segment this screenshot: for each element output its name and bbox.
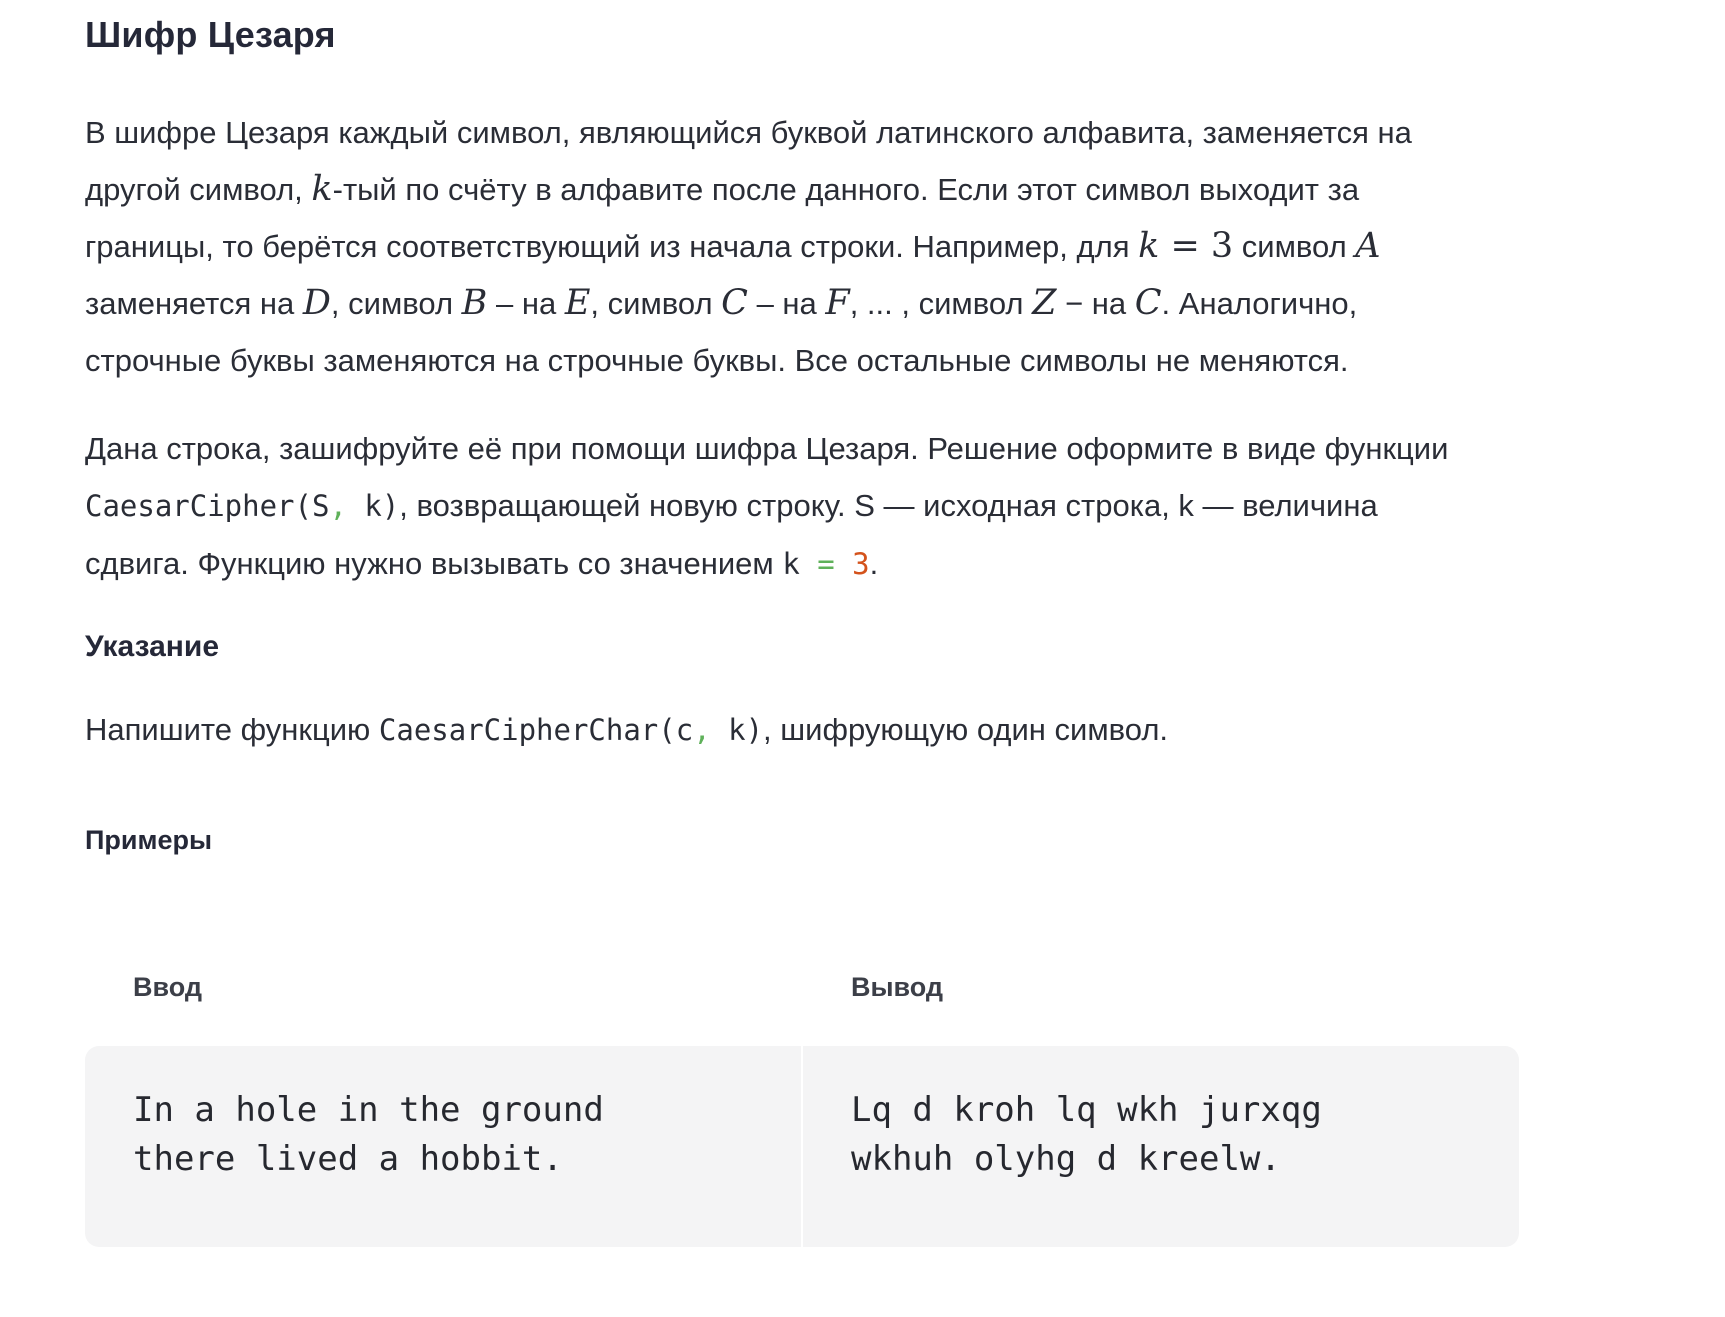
example-output[interactable]: Lq d kroh lq wkh jurxqg wkhuh olyhg d kreelw. [851,1090,1322,1179]
text-segment: другой символ, [85,172,312,207]
inline-code-k-equals-3 [782,547,869,581]
math-letter-C: C [721,283,748,323]
column-divider [801,1046,803,1247]
hint-title: Указание [85,630,220,663]
text-segment: заменяется на [85,286,303,321]
description-paragraph [85,104,1545,389]
description-line-1: В шифре Цезаря каждый символ, являющийся буквой латинского алфавита, заменяется на [85,115,1412,150]
math-k: k [311,169,333,209]
code-segment: CaesarCipher(S [85,489,330,523]
code-segment: k [782,547,818,581]
hint-line [85,701,1545,759]
code-number: 3 [834,547,870,581]
text-segment: , символ [330,286,462,321]
math-letter-C: C [1134,283,1162,323]
text-segment: сдвига. Функцию нужно вызывать со значением [85,546,783,581]
task-paragraph [85,420,1545,593]
math-letter-B: B [461,283,488,323]
code-segment: CaesarCipherChar(c [378,713,694,747]
math-letter-E: E [564,283,591,323]
description-line-5: строчные буквы заменяются на строчные буквы. Все остальные символы не меняются. [85,343,1349,378]
code-equals: = [817,547,835,581]
task-line-2 [85,477,1545,535]
task-line-1: Дана строка, зашифруйте её при помощи шифра Цезаря. Решение оформите в виде функции [85,431,1449,466]
text-segment: -тый по счёту в алфавите после данного. Если этот символ выходит за [332,172,1360,207]
text-segment: . [869,546,879,581]
text-segment: , ... , символ [849,286,1033,321]
description-line-4 [85,275,1545,332]
description-line-2 [85,161,1545,218]
code-segment: k) [346,489,400,523]
inline-code-caesar-cipher [85,489,399,523]
math-letter-D: D [302,283,331,323]
code-comma: , [693,713,711,747]
text-segment: границы, то берётся соответствующий из начала строки. Например, для [85,229,1139,264]
page-title: Шифр Цезаря [85,14,336,55]
text-segment: , шифрующую один символ. [763,712,1169,747]
text-segment: – на [747,286,826,321]
math-equals-3: = 3 [1159,226,1234,266]
code-segment: k) [710,713,764,747]
examples-title: Примеры [85,825,213,855]
math-k: k [1138,226,1160,266]
input-column-header: Ввод [133,972,203,1002]
text-segment: − на [1056,286,1135,321]
code-comma: , [329,489,347,523]
text-segment: , возвращающей новую строку. S — исходная строка, k — величина [399,488,1378,523]
text-segment: символ [1233,229,1356,264]
task-line-3 [85,535,1545,593]
math-letter-A: A [1355,226,1381,266]
example-input[interactable]: In a hole in the ground there lived a hobbit. [133,1090,604,1179]
description-line-3 [85,218,1545,275]
text-segment: Напишите функцию [85,712,379,747]
text-segment: , символ [590,286,722,321]
hint-paragraph [85,701,1545,759]
math-letter-F: F [825,283,850,323]
text-segment: – на [487,286,565,321]
text-segment: . Аналогично, [1161,286,1358,321]
math-letter-Z: Z [1032,283,1057,323]
example-table [85,1046,1519,1247]
output-column-header: Вывод [851,972,944,1002]
inline-code-caesar-cipher-char [379,713,763,747]
